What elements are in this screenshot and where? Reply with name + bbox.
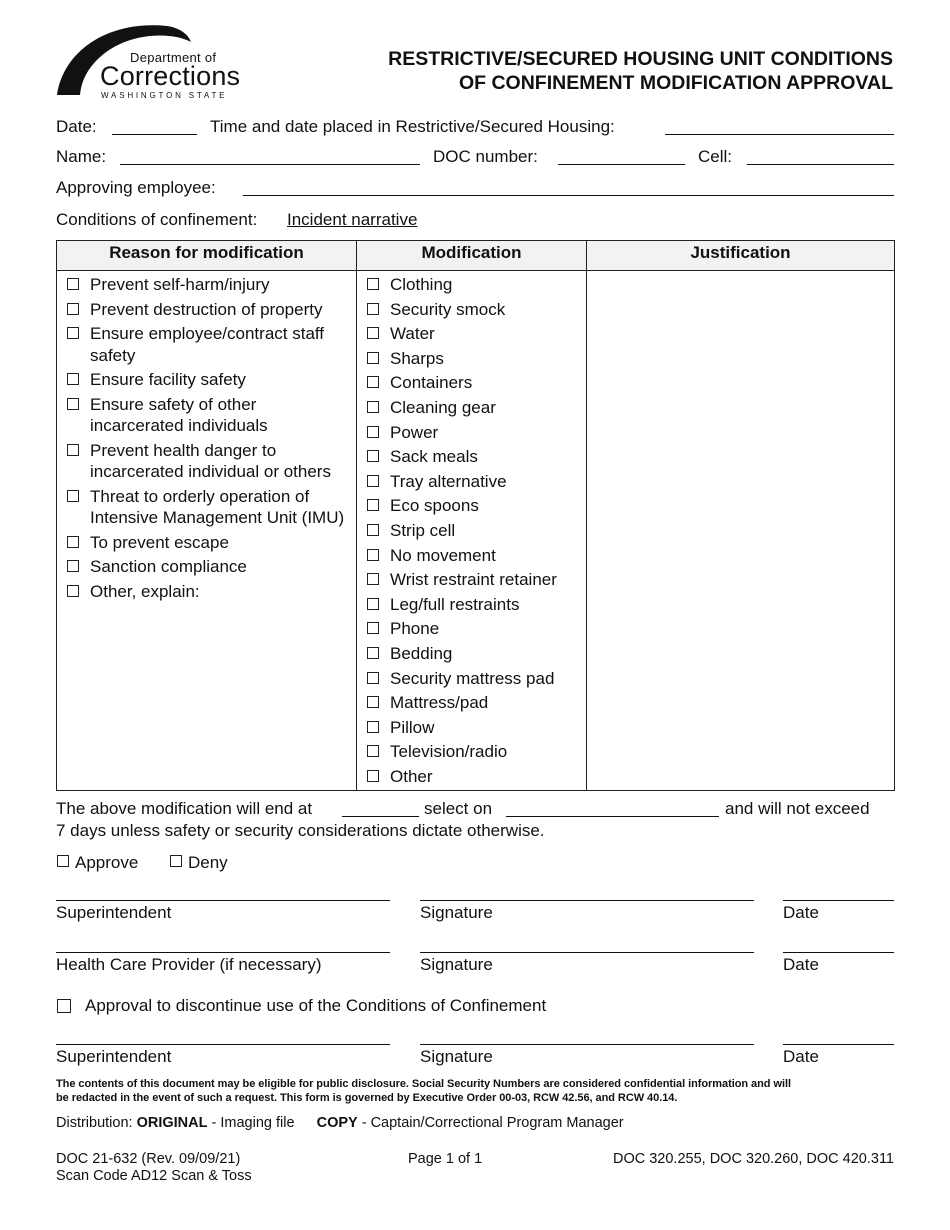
page-number: Page 1 of 1	[408, 1151, 483, 1167]
hcp-signature-line[interactable]	[56, 952, 390, 953]
incident-narrative-dropdown[interactable]: Incident narrative	[287, 210, 418, 229]
signature2-line[interactable]	[420, 1044, 754, 1045]
reason-option[interactable]	[67, 440, 350, 483]
modification-label: Security smock	[390, 299, 506, 319]
reason-label: Ensure employee/contract staff safety	[90, 324, 325, 365]
modification-label: Other	[390, 766, 433, 786]
modification-label: Cleaning gear	[390, 397, 496, 417]
superintendent2-label: Superintendent	[56, 1047, 172, 1066]
reason-option[interactable]	[67, 394, 350, 437]
modification-label: Security mattress pad	[390, 668, 555, 688]
modification-label: Power	[390, 422, 439, 442]
modification-checkbox[interactable]	[367, 549, 379, 561]
modification-checkbox[interactable]	[367, 352, 379, 364]
reason-option[interactable]	[67, 323, 350, 366]
doc-logo	[55, 18, 255, 98]
modification-checkbox[interactable]	[367, 303, 379, 315]
modification-checkbox[interactable]	[367, 770, 379, 782]
time-placed-label: Time and date placed in Restrictive/Secured Housing:	[210, 117, 615, 136]
name-label: Name:	[56, 147, 107, 166]
logo-state: WASHINGTON STATE	[101, 91, 228, 100]
header-modification: Modification	[357, 241, 587, 271]
copy-desc: - Captain/Correctional Program Manager	[361, 1115, 624, 1131]
reason-option[interactable]	[67, 369, 350, 391]
deny-option[interactable]	[170, 852, 228, 873]
reason-label: Threat to orderly operation of Intensive Management Unit (IMU)	[90, 486, 345, 527]
original-desc: - Imaging file	[211, 1115, 295, 1131]
cell-label: Cell:	[698, 147, 733, 166]
reason-checkbox[interactable]	[67, 303, 79, 315]
copy-label: COPY	[316, 1115, 358, 1131]
modification-option[interactable]	[367, 668, 582, 693]
reason-label: Prevent health danger to incarcerated individual or others	[90, 440, 331, 481]
reasons-list	[67, 274, 350, 602]
signature-line[interactable]	[420, 900, 754, 901]
reason-option[interactable]	[67, 532, 350, 554]
superintendent-label: Superintendent	[56, 903, 172, 922]
hcp-sig-line[interactable]	[420, 952, 754, 953]
modification-option[interactable]	[367, 274, 582, 299]
modification-checkbox[interactable]	[367, 450, 379, 462]
hcp-signature-label: Signature	[420, 955, 493, 974]
distribution	[56, 1115, 624, 1131]
form-number: DOC 21-632 (Rev. 09/09/21)	[56, 1151, 241, 1167]
disclosure-line-1: The contents of this document may be eligible for public disclosure. Social Security Numbers are considered confidential information and will	[56, 1078, 791, 1090]
doc-number-field[interactable]	[558, 164, 685, 165]
reason-checkbox[interactable]	[67, 373, 79, 385]
modification-label: Tray alternative	[390, 471, 507, 491]
reason-checkbox[interactable]	[67, 536, 79, 548]
approve-option[interactable]	[57, 852, 138, 873]
discontinue-option[interactable]	[57, 995, 546, 1016]
modification-label: Water	[390, 324, 435, 344]
modification-option[interactable]	[367, 692, 582, 717]
original-label: ORIGINAL	[136, 1115, 208, 1131]
end-time-field[interactable]	[342, 816, 419, 817]
modification-option[interactable]	[367, 766, 582, 791]
disclosure-line-2: be redacted in the event of such a request. This form is governed by Executive Order 00-03, RCW 42.56, and RCW 40.14.	[56, 1092, 678, 1104]
modification-table	[56, 240, 895, 791]
cell-field[interactable]	[747, 164, 894, 165]
modification-label: Mattress/pad	[390, 693, 489, 713]
logo-corrections: Corrections	[100, 61, 241, 91]
conditions-label: Conditions of confinement:	[56, 210, 258, 229]
modification-option[interactable]	[367, 372, 582, 397]
modification-option[interactable]	[367, 299, 582, 324]
modification-checkbox[interactable]	[367, 745, 379, 757]
date-label: Date:	[56, 117, 97, 136]
modification-option[interactable]	[367, 520, 582, 545]
modification-label: Television/radio	[390, 742, 508, 762]
modification-option[interactable]	[367, 323, 582, 348]
discontinue-label: Approval to discontinue use of the Conditions of Confinement	[85, 996, 547, 1015]
modification-option[interactable]	[367, 348, 582, 373]
reason-option[interactable]	[67, 556, 350, 578]
modification-label: Clothing	[390, 275, 453, 294]
modification-label: Phone	[390, 619, 440, 639]
reason-checkbox[interactable]	[67, 490, 79, 502]
modification-option[interactable]	[367, 446, 582, 471]
superintendent2-signature-line[interactable]	[56, 1044, 390, 1045]
modification-checkbox[interactable]	[367, 647, 379, 659]
modification-checkbox[interactable]	[367, 696, 379, 708]
approve-checkbox[interactable]	[57, 855, 69, 867]
deny-checkbox[interactable]	[170, 855, 182, 867]
reason-option[interactable]	[67, 299, 350, 321]
reason-label: Sanction compliance	[90, 557, 247, 576]
modification-label: Sharps	[390, 348, 444, 368]
modification-checkbox[interactable]	[367, 573, 379, 585]
modification-checkbox[interactable]	[367, 426, 379, 438]
modification-option[interactable]	[367, 643, 582, 668]
reason-option[interactable]	[67, 581, 350, 603]
logo-department: Department of	[130, 50, 217, 65]
reason-label: Other, explain:	[90, 581, 200, 601]
modification-label: Bedding	[390, 643, 453, 663]
signature2-label: Signature	[420, 1047, 493, 1066]
reasons-cell	[57, 271, 357, 791]
modification-label: Strip cell	[390, 520, 456, 540]
modification-label: No movement	[390, 545, 496, 565]
date-field[interactable]	[112, 134, 197, 135]
modification-label: Containers	[390, 373, 473, 393]
reason-checkbox[interactable]	[67, 560, 79, 572]
end-text-3: and will not exceed	[725, 799, 870, 818]
discontinue-checkbox[interactable]	[57, 999, 71, 1013]
date2-label: Date	[783, 1047, 819, 1066]
reason-checkbox[interactable]	[67, 585, 79, 597]
end-text-1: The above modification will end at	[56, 799, 313, 818]
modification-checkbox[interactable]	[367, 401, 379, 413]
reason-checkbox[interactable]	[67, 327, 79, 339]
name-field[interactable]	[120, 164, 420, 165]
approving-employee-field[interactable]	[243, 195, 894, 196]
disclosure-notice	[56, 1077, 896, 1105]
modification-label: Pillow	[390, 717, 435, 737]
modification-checkbox[interactable]	[367, 721, 379, 733]
date2-line[interactable]	[783, 1044, 894, 1045]
modification-checkbox[interactable]	[367, 622, 379, 634]
header-reason: Reason for modification	[57, 241, 357, 271]
approving-employee-label: Approving employee:	[56, 178, 216, 197]
modification-checkbox[interactable]	[367, 475, 379, 487]
modification-checkbox[interactable]	[367, 524, 379, 536]
reason-label: Ensure safety of other incarcerated individuals	[90, 394, 268, 435]
distribution-label: Distribution:	[56, 1115, 133, 1131]
modification-checkbox[interactable]	[367, 278, 379, 290]
modification-option[interactable]	[367, 397, 582, 422]
modification-option[interactable]	[367, 717, 582, 742]
title-line-2: OF CONFINEMENT MODIFICATION APPROVAL	[458, 72, 893, 94]
end-text-4: 7 days unless safety or security considerations dictate otherwise.	[56, 821, 545, 840]
time-placed-field[interactable]	[665, 134, 894, 135]
date-signature-line[interactable]	[783, 900, 894, 901]
modification-option[interactable]	[367, 545, 582, 570]
reason-label: Prevent self-harm/injury	[90, 275, 270, 294]
modification-checkbox[interactable]	[367, 327, 379, 339]
modification-label: Eco spoons	[390, 496, 479, 516]
modification-checkbox[interactable]	[367, 499, 379, 511]
modification-option[interactable]	[367, 422, 582, 447]
approve-label: Approve	[75, 853, 139, 872]
modifications-cell	[357, 271, 587, 791]
scan-code: Scan Code AD12 Scan & Toss	[56, 1168, 252, 1184]
date-sig-label: Date	[783, 903, 819, 922]
modification-checkbox[interactable]	[367, 376, 379, 388]
modification-label: Wrist restraint retainer	[390, 570, 557, 590]
modification-option[interactable]	[367, 618, 582, 643]
reason-label: To prevent escape	[90, 532, 229, 552]
modification-option[interactable]	[367, 471, 582, 496]
justification-field[interactable]	[587, 271, 895, 791]
form-title	[388, 47, 893, 95]
end-text-2: select on	[424, 799, 493, 818]
modification-option[interactable]	[367, 594, 582, 619]
header-justification: Justification	[587, 241, 895, 271]
modification-option[interactable]	[367, 569, 582, 594]
reason-option[interactable]	[67, 274, 350, 296]
hcp-date-label: Date	[783, 955, 819, 974]
end-date-field[interactable]	[506, 816, 719, 817]
reason-checkbox[interactable]	[67, 278, 79, 290]
modification-option[interactable]	[367, 495, 582, 520]
reason-label: Ensure facility safety	[90, 370, 246, 389]
title-line-1: RESTRICTIVE/SECURED HOUSING UNIT CONDITIONS	[388, 48, 893, 70]
modification-label: Leg/full restraints	[390, 594, 520, 614]
superintendent-signature-line[interactable]	[56, 900, 390, 901]
doc-number-label: DOC number:	[433, 147, 538, 166]
modifications-list	[367, 274, 582, 790]
deny-label: Deny	[188, 853, 228, 872]
reason-checkbox[interactable]	[67, 444, 79, 456]
modification-checkbox[interactable]	[367, 598, 379, 610]
hcp-date-line[interactable]	[783, 952, 894, 953]
hcp-label: Health Care Provider (if necessary)	[56, 955, 322, 974]
modification-option[interactable]	[367, 741, 582, 766]
policy-references: DOC 320.255, DOC 320.260, DOC 420.311	[612, 1151, 894, 1167]
modification-checkbox[interactable]	[367, 672, 379, 684]
signature-label: Signature	[420, 903, 493, 922]
reason-checkbox[interactable]	[67, 398, 79, 410]
modification-label: Sack meals	[390, 447, 478, 467]
reason-label: Prevent destruction of property	[90, 299, 323, 319]
reason-option[interactable]	[67, 486, 350, 529]
